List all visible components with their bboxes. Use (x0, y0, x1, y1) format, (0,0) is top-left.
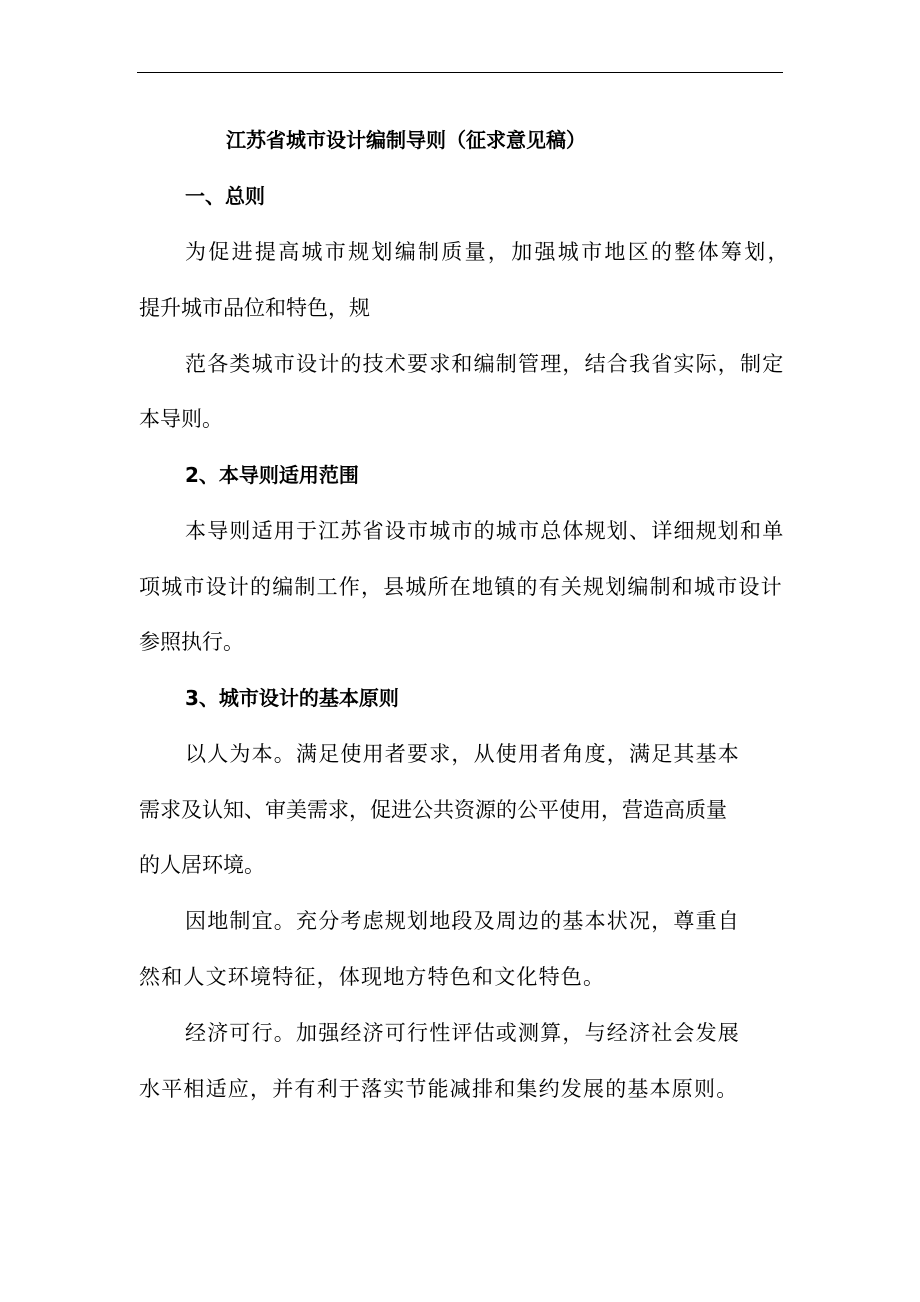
paragraph-line: 本导则适用于江苏省设市城市的城市总体规划、详细规划和单 (185, 519, 785, 543)
section-heading: 3、城市设计的基本原则 (185, 686, 399, 710)
paragraph-line: 经济可行。加强经济可行性评估或测算，与经济社会发展 (185, 1021, 740, 1045)
paragraph-line: 为促进提高城市规划编制质量，加强城市地区的整体筹划， (185, 240, 791, 264)
paragraph-line: 因地制宜。充分考虑规划地段及周边的基本状况，尊重自 (185, 909, 740, 933)
paragraph-line: 然和人文环境特征，体现地方特色和文化特色。 (139, 965, 606, 989)
paragraph-line: 本导则。 (139, 407, 223, 431)
section-heading: 2、本导则适用范围 (185, 463, 359, 487)
paragraph-line: 水平相适应，并有利于落实节能减排和集约发展的基本原则。 (139, 1077, 739, 1101)
paragraph-line: 的人居环境。 (139, 853, 265, 877)
paragraph-line: 以人为本。满足使用者要求，从使用者角度，满足其基本 (185, 742, 740, 766)
paragraph-line: 范各类城市设计的技术要求和编制管理，结合我省实际，制定 (185, 352, 785, 376)
paragraph-line: 项城市设计的编制工作，县城所在地镇的有关规划编制和城市设计 (139, 575, 783, 599)
paragraph-line: 需求及认知、审美需求，促进公共资源的公平使用，营造高质量 (139, 798, 727, 822)
header-rule (137, 72, 783, 73)
document-title: 江苏省城市设计编制导则（征求意见稿） (226, 128, 586, 152)
paragraph-line: 参照执行。 (139, 630, 244, 654)
paragraph-line: 提升城市品位和特色，规 (139, 296, 370, 320)
section-heading: 一、总则 (185, 184, 265, 208)
